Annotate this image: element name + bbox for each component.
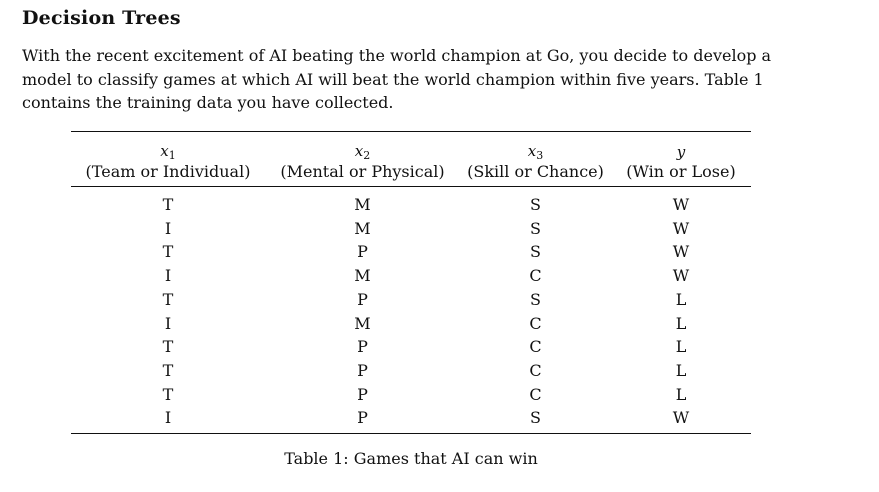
table-cell: P: [357, 242, 368, 262]
table-cell: M: [354, 195, 371, 214]
column-var-x1: $x_1$: [71, 132, 265, 163]
column-desc-x2: (Mental or Physical): [265, 162, 460, 187]
table-cell: C: [529, 384, 542, 404]
table-cell: T: [162, 242, 174, 262]
table-cell: C: [529, 360, 542, 380]
table-cell: L: [675, 289, 687, 309]
table-cell: W: [611, 406, 751, 433]
table-cell: C: [529, 337, 542, 357]
table-row: [71, 383, 751, 407]
column-desc-y: (Win or Lose): [611, 162, 751, 187]
training-data-table: [71, 131, 751, 434]
table-row: [71, 264, 751, 288]
table-row: [71, 312, 751, 336]
intro-line: With the recent excitement of AI beating the world champion at Go, you decide to develop a: [22, 46, 772, 65]
column-var-x3: $x_3$: [460, 132, 611, 163]
table-cell: P: [357, 289, 368, 309]
table-body: [71, 187, 751, 434]
table-cell: W: [672, 195, 690, 214]
table-cell: I: [164, 218, 172, 238]
table-cell: P: [357, 384, 368, 404]
table-cell: I: [164, 266, 172, 286]
table-row: [71, 240, 751, 264]
table-cell: S: [460, 406, 611, 433]
table-cell: M: [354, 266, 371, 286]
table-caption: Table 1: Games that AI can win: [284, 449, 538, 468]
table-row: [71, 359, 751, 383]
table-header-descriptions: [71, 162, 751, 187]
table-cell: P: [357, 360, 368, 380]
table-cell: I: [71, 406, 265, 433]
section-heading: Decision Trees: [22, 7, 181, 29]
table-cell: T: [162, 337, 174, 357]
table-cell: S: [530, 195, 541, 214]
table-cell: S: [530, 218, 541, 238]
table-cell: C: [529, 313, 542, 333]
table-cell: P: [265, 406, 460, 433]
intro-paragraph: [22, 44, 822, 115]
table-cell: T: [162, 289, 174, 309]
table-cell: L: [675, 360, 687, 380]
table-row: [71, 217, 751, 241]
training-data-table-container: [71, 131, 751, 468]
table-row: [71, 187, 751, 217]
column-desc-x1: (Team or Individual): [71, 162, 265, 187]
table-row: [71, 335, 751, 359]
table-row: [71, 288, 751, 312]
table-cell: P: [357, 337, 368, 357]
column-var-y: y: [611, 132, 751, 163]
intro-line: contains the training data you have collected.: [22, 93, 394, 112]
table-cell: T: [162, 360, 174, 380]
table-cell: M: [354, 218, 371, 238]
table-cell: W: [672, 266, 690, 286]
column-desc-x3: (Skill or Chance): [460, 162, 611, 187]
table-cell: C: [529, 266, 542, 286]
table-cell: I: [164, 313, 172, 333]
table-cell: S: [530, 242, 541, 262]
column-var-x2: $x_2$: [265, 132, 460, 163]
table-row: [71, 406, 751, 433]
table-cell: W: [672, 242, 690, 262]
table-header-variables: [71, 132, 751, 163]
table-cell: L: [675, 313, 687, 333]
table-cell: T: [162, 195, 174, 214]
table-cell: S: [530, 289, 541, 309]
table-cell: T: [162, 384, 174, 404]
table-cell: W: [672, 218, 690, 238]
table-cell: M: [354, 313, 371, 333]
table-cell: L: [675, 384, 687, 404]
intro-line: model to classify games at which AI will beat the world champion within five years. Table 1: [22, 69, 764, 89]
table-cell: L: [675, 337, 687, 357]
